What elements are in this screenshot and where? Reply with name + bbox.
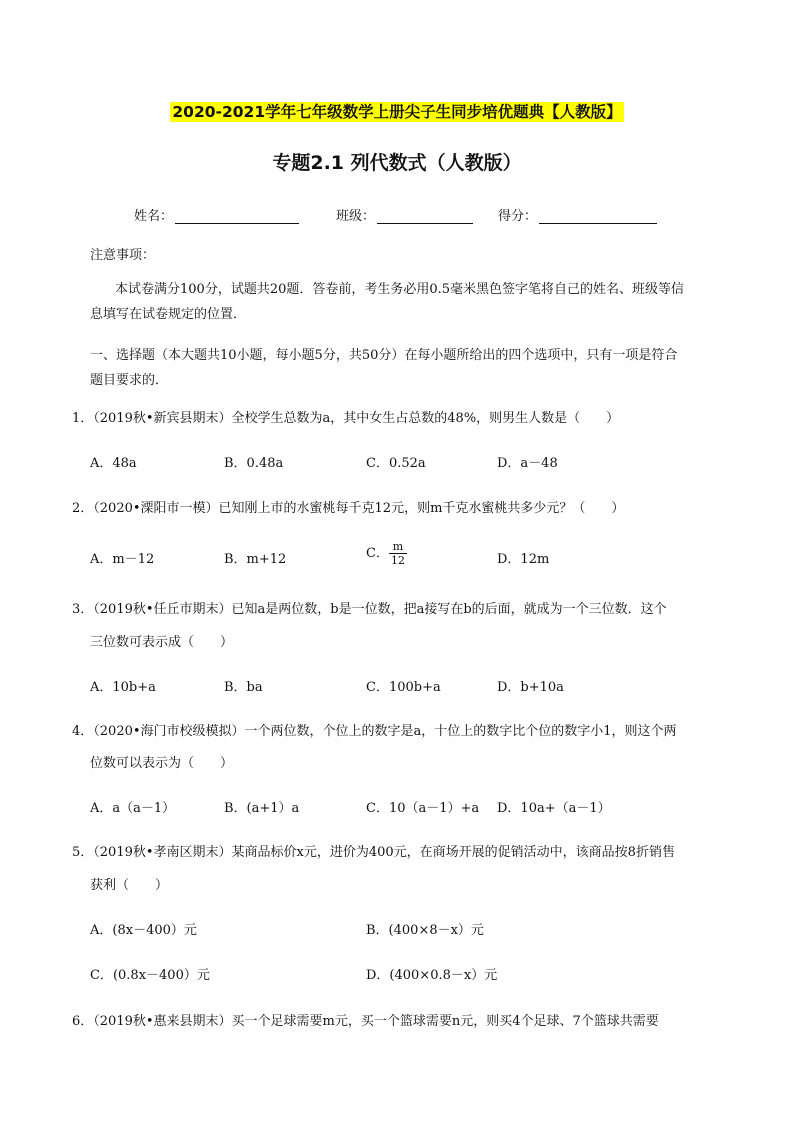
- q1-option-d[interactable]: D．a－48: [497, 456, 558, 471]
- question-6-text-line-1: 6．（2019秋•惠来县期末）买一个足球需要m元，买一个篮球需要n元，则买4个足球、7个篮球共需要: [72, 1014, 659, 1029]
- question-5-text-line-2: 获利（ ）: [90, 878, 169, 893]
- question-3-text-line-2: 三位数可表示成（ ）: [90, 635, 234, 650]
- class-blank[interactable]: [377, 209, 473, 224]
- question-4-text-line-2: 位数可以表示为（ ）: [90, 756, 234, 771]
- series-banner-text: 2020-2021学年七年级数学上册尖子生同步培优题典【人教版】: [172, 103, 622, 121]
- series-banner: [0, 100, 794, 122]
- q1-option-c[interactable]: C．0.52a: [366, 456, 426, 471]
- notes-line-1: 本试卷满分100分，试题共20题．答卷前，考生务必用0.5毫米黑色签字笔将自己的姓名、班级等信: [115, 282, 685, 297]
- notes-line-2: 息填写在试卷规定的位置．: [90, 307, 247, 322]
- q1-option-b[interactable]: B．0.48a: [224, 456, 284, 471]
- question-3-text-line-1: 3．（2019秋•任丘市期末）已知a是两位数，b是一位数，把a接写在b的后面，就成为一个三位数．这个: [72, 602, 667, 617]
- q2-option-d[interactable]: D．12m: [497, 552, 550, 567]
- q1-option-a[interactable]: A．48a: [90, 456, 137, 471]
- class-field: [336, 205, 473, 224]
- q4-option-d[interactable]: D．10a+（a－1）: [497, 801, 611, 816]
- q3-option-d[interactable]: D．b+10a: [497, 680, 564, 695]
- fraction-denominator: 12: [390, 554, 405, 567]
- fraction-numerator: m: [389, 540, 407, 554]
- q3-option-b[interactable]: B．ba: [224, 680, 263, 695]
- notes-heading: 注意事项：: [90, 248, 156, 263]
- q5-option-a[interactable]: A．(8x－400）元: [90, 923, 197, 938]
- q3-option-a[interactable]: A．10b+a: [90, 680, 156, 695]
- page-title: 专题2.1 列代数式（人教版）: [272, 152, 522, 174]
- name-label: 姓名：: [134, 209, 174, 224]
- question-2-text: 2．（2020•溧阳市一模）已知刚上市的水蜜桃每千克12元，则m千克水蜜桃共多少元？（ ）: [72, 501, 625, 516]
- score-blank[interactable]: [539, 209, 657, 224]
- q4-option-c[interactable]: C．10（a－1）+a: [366, 801, 480, 816]
- name-blank[interactable]: [175, 209, 299, 224]
- question-1-text: 1．（2019秋•新宾县期末）全校学生总数为a，其中女生占总数的48%，则男生人数是（ ）: [72, 411, 620, 426]
- section1-line-2: 题目要求的．: [90, 373, 169, 388]
- q4-option-a[interactable]: A．a（a－1）: [90, 801, 176, 816]
- q2-option-c[interactable]: [366, 540, 407, 567]
- q2-option-c-label: C．: [366, 546, 389, 561]
- q3-option-c[interactable]: C．100b+a: [366, 680, 441, 695]
- q5-option-d[interactable]: D．(400×0.8－x）元: [366, 968, 498, 983]
- q5-option-b[interactable]: B．(400×8－x）元: [366, 923, 484, 938]
- q4-option-b[interactable]: B．(a+1）a: [224, 801, 300, 816]
- q2-option-b[interactable]: B．m+12: [224, 552, 287, 567]
- score-field: [498, 205, 657, 224]
- name-field: [134, 205, 299, 224]
- question-5-text-line-1: 5．（2019秋•孝南区期末）某商品标价x元，进价为400元，在商场开展的促销活动中，该商品按8折销售: [72, 845, 675, 860]
- question-4-text-line-1: 4．（2020•海门市校级模拟）一个两位数，个位上的数字是a，十位上的数字比个位的数字小1，则这个两: [72, 724, 677, 739]
- section1-line-1: 一、选择题（本大题共10小题，每小题5分，共50分）在每小题所给出的四个选项中，只有一项是符合: [90, 348, 678, 363]
- q5-option-c[interactable]: C．(0.8x－400）元: [90, 968, 210, 983]
- fraction: [389, 540, 407, 567]
- q2-option-a[interactable]: A．m－12: [90, 552, 155, 567]
- class-label: 班级：: [336, 209, 376, 224]
- score-label: 得分：: [498, 209, 538, 224]
